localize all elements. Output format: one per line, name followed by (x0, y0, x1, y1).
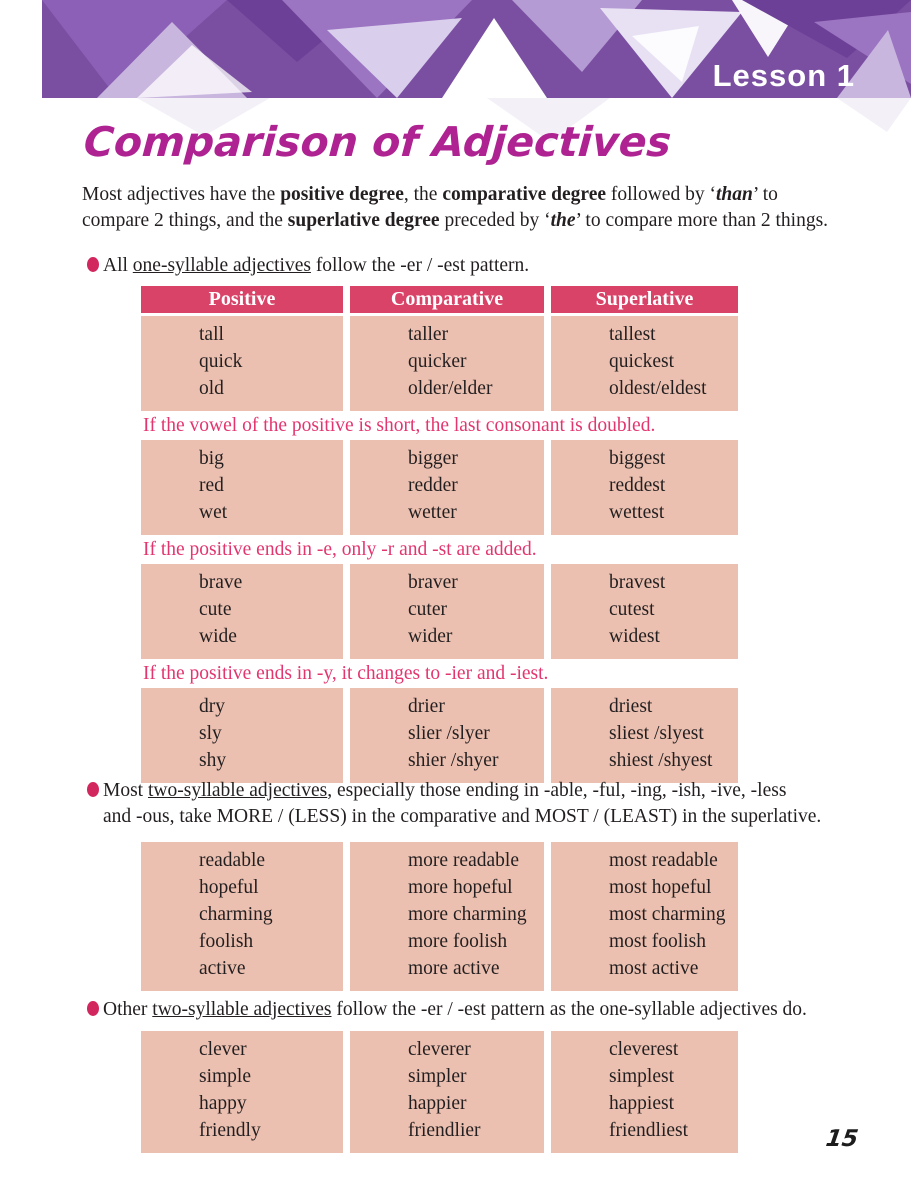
table-header-row (141, 286, 738, 313)
text-run: comparative degree (442, 184, 607, 205)
table-cell (551, 688, 738, 783)
adjective-text: slier /slyer (408, 723, 490, 744)
adjective-text: red (199, 475, 224, 496)
adjective-text: oldest/eldest (609, 378, 707, 399)
text-run: the (550, 209, 576, 231)
table-row-group (141, 688, 738, 783)
table-cell (141, 1031, 343, 1153)
text-run: two-syllable adjectives (152, 999, 332, 1020)
text-run: compare 2 things, and the (82, 209, 288, 231)
adjective-text: simplest (609, 1066, 675, 1087)
table-cell (350, 1031, 544, 1153)
adjective-text: quick (199, 351, 243, 372)
adjective-text: most active (609, 958, 699, 979)
adjective-text: cutest (609, 599, 655, 620)
bullet-text (103, 999, 807, 1020)
column-header: Positive (141, 286, 343, 313)
adjective-text: happiest (609, 1093, 674, 1114)
table-row-group (141, 1031, 738, 1153)
adjective-text: simple (199, 1066, 251, 1087)
adjective-text: redder (408, 475, 458, 496)
adjective-text: wider (408, 626, 453, 647)
bullet-item-two-syllable-more-most (88, 778, 895, 829)
page-number: 15 (824, 1126, 860, 1152)
table-cell (350, 842, 544, 991)
text-run: Most (103, 780, 148, 801)
adjective-text: foolish (199, 931, 254, 952)
rule-note: If the positive ends in -y, it changes to -ier and -iest. (143, 663, 549, 684)
adjective-text: hopeful (199, 877, 259, 898)
table-cell (350, 688, 544, 783)
adjective-text: old (199, 378, 224, 399)
text-run: ’ to (752, 184, 778, 205)
text-run: ’ to compare more than 2 things. (575, 209, 829, 231)
bullet-text (103, 255, 529, 276)
adjective-text: most readable (609, 850, 718, 871)
adjective-text: most foolish (609, 931, 706, 952)
table-cell (141, 688, 343, 783)
text-run: , especially those ending in -able, -ful, -ing, -ish, -ive, -less (327, 780, 787, 801)
intro-paragraph (82, 182, 872, 233)
text-run: followed by ‘ (606, 184, 716, 205)
text-run: positive degree (280, 184, 404, 205)
table-cell (141, 842, 343, 991)
bullet-item-one-syllable (88, 253, 895, 279)
adjective-text: tall (199, 324, 224, 345)
column-header: Superlative (551, 286, 738, 313)
adjective-text: friendliest (609, 1120, 689, 1141)
table-row-group (141, 564, 738, 659)
adjective-text: dry (199, 696, 225, 717)
adjective-text: quicker (408, 351, 467, 372)
adjective-text: taller (408, 324, 449, 345)
table-row-group (141, 842, 738, 991)
text-run: All (103, 255, 133, 276)
column-header: Comparative (350, 286, 544, 313)
adjective-text: driest (609, 696, 653, 717)
degree-table-er-est (141, 1031, 738, 1153)
text-run: one-syllable adjectives (132, 255, 311, 276)
adjective-text: wettest (609, 502, 665, 523)
adjective-text: biggest (609, 448, 666, 469)
adjective-text: wet (199, 502, 228, 523)
adjective-text: wetter (408, 502, 457, 523)
adjective-text: bigger (408, 448, 458, 469)
adjective-text: big (199, 448, 224, 469)
text-run: superlative degree (287, 209, 440, 231)
degree-table-one-syllable (141, 286, 738, 783)
text-run: and -ous, take MORE / (LESS) in the comparative and MOST / (LEAST) in the superlative. (103, 805, 822, 827)
page-title: Comparison of Adjectives (82, 118, 673, 166)
adjective-text: friendlier (408, 1120, 481, 1141)
adjective-text: braver (408, 572, 458, 593)
adjective-text: simpler (408, 1066, 467, 1087)
adjective-text: cleverer (408, 1039, 471, 1060)
adjective-text: bravest (609, 572, 666, 593)
rule-note: If the positive ends in -e, only -r and -st are added. (143, 539, 537, 560)
adjective-text: shier /shyer (408, 750, 499, 771)
text-run: Most adjectives have the (82, 184, 281, 205)
bullet-dot-icon (87, 1001, 99, 1016)
adjective-text: older/elder (408, 378, 493, 399)
adjective-text: readable (199, 850, 266, 871)
adjective-text: brave (199, 572, 243, 593)
table-cell (350, 440, 544, 535)
adjective-text: sliest /slyest (609, 723, 704, 744)
bullet-dot-icon (87, 782, 99, 797)
table-cell (551, 564, 738, 659)
text-run: Other (103, 999, 153, 1020)
text-run: preceded by ‘ (439, 209, 551, 231)
adjective-text: cuter (408, 599, 447, 620)
table-cell (350, 316, 544, 411)
adjective-text: most charming (609, 904, 726, 925)
adjective-text: quickest (609, 351, 674, 372)
table-cell (551, 842, 738, 991)
text-run: , the (403, 184, 443, 205)
table-cell (141, 440, 343, 535)
adjective-text: cute (199, 599, 232, 620)
table-cell (141, 316, 343, 411)
adjective-text: friendly (199, 1120, 261, 1141)
adjective-text: happy (199, 1093, 247, 1114)
lesson-number-label: Lesson 1 (712, 58, 855, 93)
adjective-text: cleverest (609, 1039, 679, 1060)
table-cell (551, 316, 738, 411)
adjective-text: more readable (408, 850, 519, 871)
adjective-text: more active (408, 958, 500, 979)
adjective-text: tallest (609, 324, 656, 345)
adjective-text: shiest /shyest (609, 750, 713, 771)
bullet-dot-icon (87, 257, 99, 272)
table-row-group (141, 440, 738, 535)
adjective-text: charming (199, 904, 273, 925)
rule-note: If the vowel of the positive is short, the last consonant is doubled. (143, 415, 656, 436)
text-run: than (715, 184, 753, 205)
bullet-item-two-syllable-er-est (88, 997, 895, 1023)
table-cell (551, 440, 738, 535)
table-cell (141, 564, 343, 659)
adjective-text: most hopeful (609, 877, 712, 898)
text-run: follow the -er / -est pattern. (310, 255, 530, 276)
text-run: follow the -er / -est pattern as the one-syllable adjectives do. (331, 999, 807, 1020)
adjective-text: active (199, 958, 246, 979)
table-row-group (141, 316, 738, 411)
adjective-text: more foolish (408, 931, 508, 952)
adjective-text: more charming (408, 904, 527, 925)
adjective-text: shy (199, 750, 227, 771)
adjective-text: more hopeful (408, 877, 513, 898)
adjective-text: clever (199, 1039, 247, 1060)
adjective-text: sly (199, 723, 222, 744)
text-run: two-syllable adjectives (147, 780, 328, 801)
adjective-text: happier (408, 1093, 467, 1114)
adjective-text: wide (199, 626, 237, 647)
adjective-text: drier (408, 696, 445, 717)
table-cell (551, 1031, 738, 1153)
degree-table-more-most (141, 842, 738, 991)
bullet-text (103, 780, 821, 827)
adjective-text: reddest (609, 475, 666, 496)
table-cell (350, 564, 544, 659)
adjective-text: widest (609, 626, 660, 647)
